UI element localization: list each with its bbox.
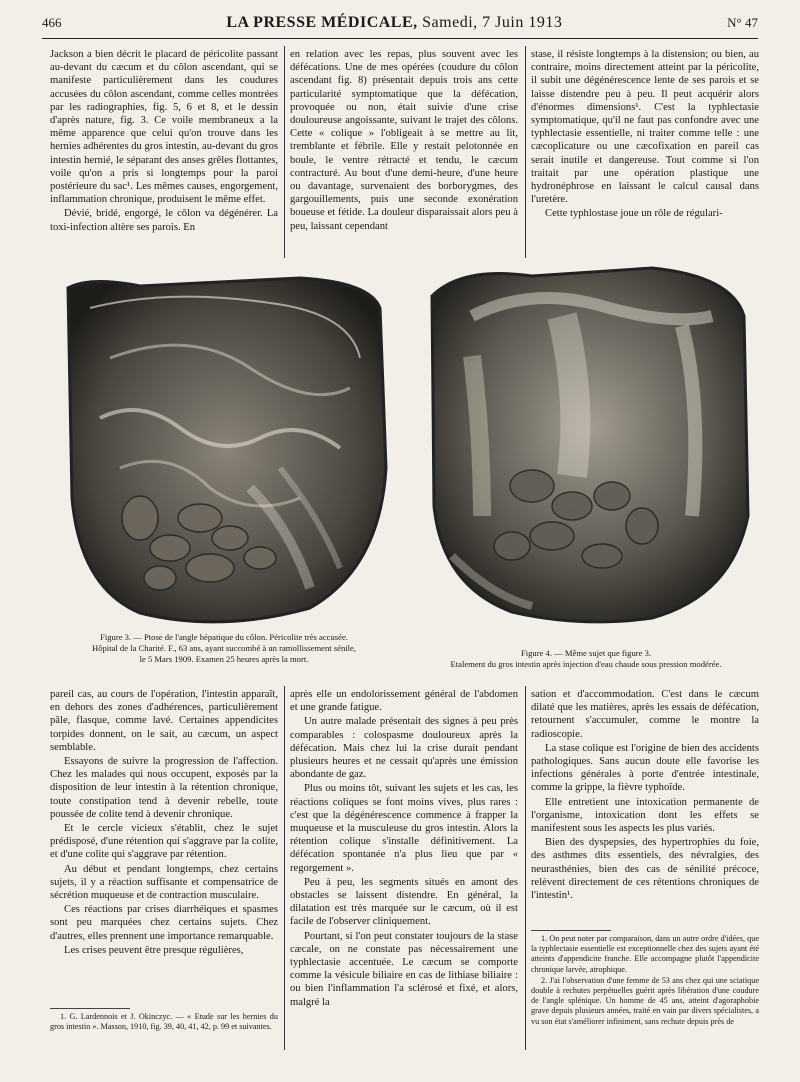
journal-title <box>226 14 562 32</box>
bottom-column-2 <box>290 688 518 1052</box>
footnote-rule <box>50 1008 130 1009</box>
paragraph: pareil cas, au cours de l'opération, l'intestin apparaît, en dehors des zones d'adhérences, particulièrement pâle, flasque, comme lavé. Certaines appendicites torpides donnent, on le sait, au cæcum, un aspect semblable. <box>50 689 278 753</box>
paragraph: La stase colique est l'origine de bien des accidents pathologiques. Sans aucun doute elle favorise les infections générales à porte d'entrée intestinale, comme la grippe, la fièvre typhoïde. <box>531 742 759 794</box>
top-column-1 <box>50 48 278 260</box>
paragraph: Les crises peuvent être presque régulières, <box>64 944 244 956</box>
bottom-column-1 <box>50 688 278 1004</box>
paragraph: Elle entretient une intoxication permanente de l'organisme, intoxication dont les effets se manifestent sous les aspects les plus variés. <box>531 796 759 835</box>
paragraph: stase, il résiste longtemps à la distension; ou bien, au contraire, moins directement atteint par la péricolite, il subit une dégénérescence lente de ses parois et se laisse distendre peu à peu. Il peut acquérir alors d'énormes dimensions¹. C'est la typhlectasie symptomatique, qu'il ne faut pas confondre avec une typhlectasie essentielle, ni traiter comme telle : une cæcoplicature ou une cæcofixation en pareil cas serait inutile et dangereuse. Tout comme si l'on traitait par une opération plastique une hydronéphrose en laissant le calcul causal dans l'uretère. <box>531 49 759 206</box>
figure-3-caption <box>50 632 398 665</box>
footnote-rule <box>531 930 611 931</box>
paragraph: sation et d'accommodation. C'est dans le cæcum dilaté que les matières, après les essais de défécation, retournent s'accumuler, comme le montre la radioscopie. <box>531 689 759 740</box>
footnote-text: 1. G. Lardennois et J. Okinczyc. — « Etude sur les hernies du gros intestin ». Masson, 1910, fig. 39, 40, 41, 42, p. 99 et suivantes. <box>50 1012 278 1032</box>
paragraph: Au début et pendant longtemps, chez certains sujets, il y a réaction suffisante et compensatrice de sécrétion muqueuse et de contraction musculaire. <box>50 863 278 902</box>
caption-line: Figure 4. — Même sujet que figure 3. <box>520 648 652 658</box>
paragraph: Peu à peu, les segments situés en amont des obstacles se laissent distendre. En général, la dilatation est très marquée sur le cæcum, où il est facile de l'observer cliniquement. <box>290 876 518 928</box>
column-divider <box>525 46 526 258</box>
footnotes <box>531 934 759 1056</box>
paragraph: Plus ou moins tôt, suivant les sujets et les cas, les réactions coliques se font moins vives, plus rares : c'est que la dégénérescence commence à frapper la muqueuse et la musculeuse du gros intestin. Alors la rétention colique s'installe définitivement. La défécation spontanée n'a plus lieu que par « regorgement ». <box>290 783 518 874</box>
header-rule <box>42 38 758 39</box>
issue-date: Samedi, 7 Juin 1913 <box>422 14 563 31</box>
paragraph: Bien des dyspepsies, des hypertrophies du foie, des asthmes dits essentiels, des névralgies, des neurasthénies, bien des cas de sénilité précoce, relèvent directement de ces rétentions chroniques de l'intestin¹. <box>531 837 759 902</box>
column-divider <box>525 686 526 1050</box>
caption-line: le 5 Mars 1909. Examen 25 heures après la mort. <box>139 654 309 664</box>
paragraph: Cette typhlostase joue un rôle de régulari- <box>545 208 723 220</box>
column-divider <box>284 46 285 258</box>
caption-line: Hôpital de la Charité. F., 63 ans, ayant succombé à un ramollissement sénile, <box>92 643 356 653</box>
paragraph: Essayons de suivre la progression de l'affection. Chez les malades qui nous occupent, exposés par la disposition de leur intestin à la rétention chronique, toute constipation tend à devenir rebelle, toute poussée de colite tend à devenir chronique. <box>50 756 278 820</box>
caption-line: Figure 3. — Ptose de l'angle hépatique du côlon. Péricolite très accusée. <box>100 632 348 642</box>
caption-line: Etalement du gros intestin après injection d'eau chaude sous pression modérée. <box>450 659 722 669</box>
paragraph: Dévié, bridé, engorgé, le côlon va dégénérer. La toxi-infection altère ses parois. En <box>50 208 278 233</box>
column-divider <box>284 686 285 1050</box>
footnote <box>50 1012 278 1052</box>
paragraph: en relation avec les repas, plus souvent avec les défécations. Une de mes opérées (coudure du côlon ascendant fig. 8) présentait depuis trois ans cette particularité symptomatique que la défécation, provoquée ou non, était suivie d'une crise douloureuse angoissante, suivant le trajet des côlons. Cette « colique » l'obligeait à se mettre au lit, tremblante et fébrile. Elle y restait pelotonnée en boule, le ventre rétracté et tendu, le cæcum contracturé. Au bout d'une demi-heure, d'une heure ou davantage, survenaient des borborygmes, des gargouillements, puis une seconde exonération boueuse et fétide. La douleur disparaissait alors peu à peu, laissant cependant <box>290 49 518 232</box>
running-header <box>42 14 758 36</box>
figure-4-caption <box>412 648 760 670</box>
page-number: 466 <box>42 15 62 30</box>
paragraph: Jackson a bien décrit le placard de péricolite passant au-devant du cæcum et du côlon ascendant, qui se manifeste particulièrement dans les coudures accusées du côlon ascendant, comme celles montrées par les radiographies, fig. 5, 6 et 8, et le dessin d'après nature, fig. 3. Ce voile membraneux a la même apparence que celui qu'on trouve dans les hernies adhérentes du gros intestin, au-devant du gros intestin hernié, le séparant des anses grêles flottantes, voile qu'on a pris si longtemps pour la paroi postérieure du sac¹. Les mêmes causes, engorgement, inflammation chronique, produisent le même effet. <box>50 49 278 206</box>
paragraph: Ces réactions par crises diarrhéiques et spasmes sont peu marquées chez certains sujets. Chez d'autres, elles prennent une importance remarquable. <box>50 904 278 942</box>
figure-3-illustration <box>50 268 398 628</box>
paragraph: Pourtant, si l'on peut constater toujours de la stase cæcale, on ne constate pas nécessairement une typhlectasie accentuée. Le cæcum se comporte comme la vésicule biliaire en cas de lithiase biliaire : ou bien l'inflammation l'a sclérosé et fixé, et alors, malgré la <box>290 930 518 1008</box>
footnote-text: 1. On peut noter par comparaison, dans un autre ordre d'idées, que la typhlectasie essentielle est exceptionnelle chez des sujets ayant été atteints d'appendicite franche. Elle accompagne plutôt l'appendicite chronique larvée, atrophique. <box>531 934 759 974</box>
paragraph: Un autre malade présentait des signes à peu près comparables : colospasme douloureux après la défécation. Mais chez lui la crise durait pendant plusieurs heures et ne cessait qu'après une émission abondante de gaz. <box>290 716 518 781</box>
journal-name: LA PRESSE MÉDICALE, <box>226 14 418 31</box>
bottom-column-3 <box>531 688 759 924</box>
issue-number: N° 47 <box>727 15 758 30</box>
figure-4-illustration <box>412 256 760 628</box>
top-column-3 <box>531 48 759 260</box>
top-column-2 <box>290 48 518 260</box>
paragraph: après elle un endolorissement général de l'abdomen et une grande fatigue. <box>290 689 518 714</box>
footnote-text: 2. J'ai l'observation d'une femme de 53 ans chez qui une sciatique double à rechutes perpétuelles guérit après libération d'une coudure de l'angle splénique. Un homme de 45 ans, atteint d'agoraphobie grave depuis plusieurs années, traité en vain par divers spécialistes, a vu son état s'améliorer infiniment, sans rechute depuis près de <box>531 975 759 1026</box>
paragraph: Et le cercle vicieux s'établit, chez le sujet prédisposé, d'une rétention qui s'aggrave par la colite, et d'une colite qui s'aggrave par rétention. <box>50 823 278 861</box>
